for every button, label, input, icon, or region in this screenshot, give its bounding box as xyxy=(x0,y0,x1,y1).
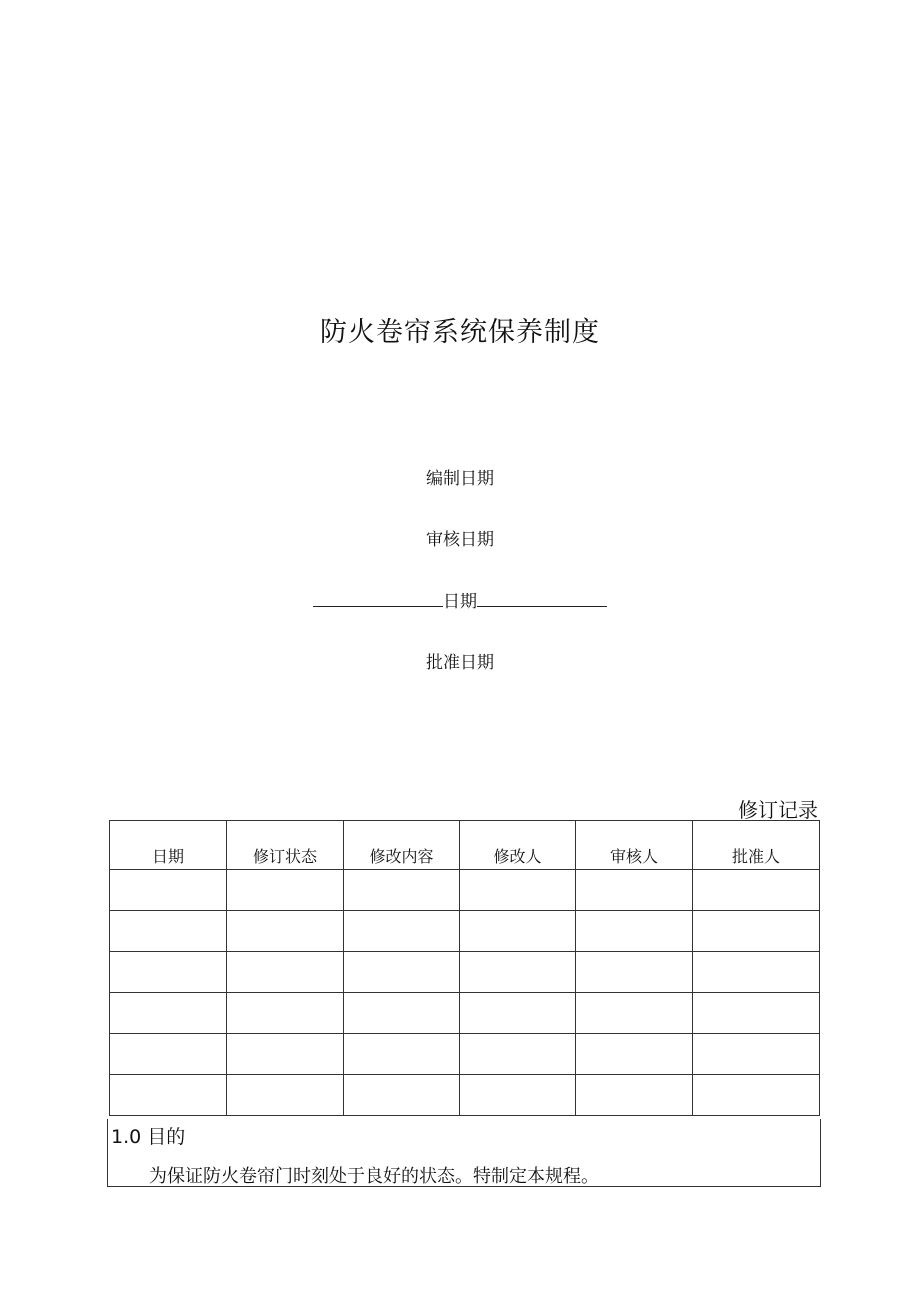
table-row xyxy=(110,1034,820,1075)
table-cell xyxy=(110,952,227,993)
table-cell xyxy=(227,1034,344,1075)
blank-date-label: 日期 xyxy=(443,592,477,612)
table-cell xyxy=(460,1075,576,1116)
table-row xyxy=(110,952,820,993)
table-row xyxy=(110,993,820,1034)
blank-underline-left xyxy=(313,592,443,607)
purpose-section xyxy=(107,1119,821,1187)
table-cell xyxy=(693,911,820,952)
table-cell xyxy=(460,952,576,993)
table-cell xyxy=(460,993,576,1034)
table-cell xyxy=(460,911,576,952)
column-header-reviewer: 审核人 xyxy=(576,821,693,870)
table-cell xyxy=(576,911,693,952)
table-cell xyxy=(576,1075,693,1116)
document-title: 防火卷帘系统保养制度 xyxy=(320,317,600,348)
table-cell xyxy=(344,911,460,952)
table-cell xyxy=(576,993,693,1034)
table-cell xyxy=(227,952,344,993)
revision-table xyxy=(109,820,820,1116)
table-row xyxy=(110,870,820,911)
table-cell xyxy=(344,870,460,911)
column-header-date: 日期 xyxy=(110,821,227,870)
table-cell xyxy=(110,870,227,911)
review-date-label: 审核日期 xyxy=(426,530,494,550)
table-cell xyxy=(693,952,820,993)
table-cell xyxy=(344,952,460,993)
table-row xyxy=(110,1075,820,1116)
table-cell xyxy=(344,1034,460,1075)
column-header-modifier: 修改人 xyxy=(460,821,576,870)
column-header-change-content: 修改内容 xyxy=(344,821,460,870)
column-header-revision-status: 修订状态 xyxy=(227,821,344,870)
table-cell xyxy=(227,1075,344,1116)
table-cell xyxy=(576,952,693,993)
table-cell xyxy=(693,1075,820,1116)
purpose-text: 为保证防火卷帘门时刻处于良好的状态。特制定本规程。 xyxy=(149,1166,599,1187)
table-cell xyxy=(460,870,576,911)
table-cell xyxy=(110,993,227,1034)
table-cell xyxy=(227,870,344,911)
blank-date-line xyxy=(0,587,920,612)
table-cell xyxy=(110,1075,227,1116)
table-cell xyxy=(344,993,460,1034)
table-row xyxy=(110,911,820,952)
approve-date-label: 批准日期 xyxy=(426,653,494,673)
table-header-row xyxy=(110,821,820,870)
blank-underline-right xyxy=(477,592,607,607)
table-cell xyxy=(693,993,820,1034)
column-header-approver: 批准人 xyxy=(693,821,820,870)
revision-record-heading: 修订记录 xyxy=(738,798,818,822)
table-cell xyxy=(460,1034,576,1075)
table-cell xyxy=(110,1034,227,1075)
table-cell xyxy=(693,1034,820,1075)
table-cell xyxy=(227,993,344,1034)
compile-date-label: 编制日期 xyxy=(426,469,494,489)
purpose-heading: 1.0 目的 xyxy=(111,1126,186,1148)
table-cell xyxy=(576,870,693,911)
table-cell xyxy=(110,911,227,952)
table-cell xyxy=(344,1075,460,1116)
table-cell xyxy=(693,870,820,911)
table-cell xyxy=(227,911,344,952)
table-cell xyxy=(576,1034,693,1075)
